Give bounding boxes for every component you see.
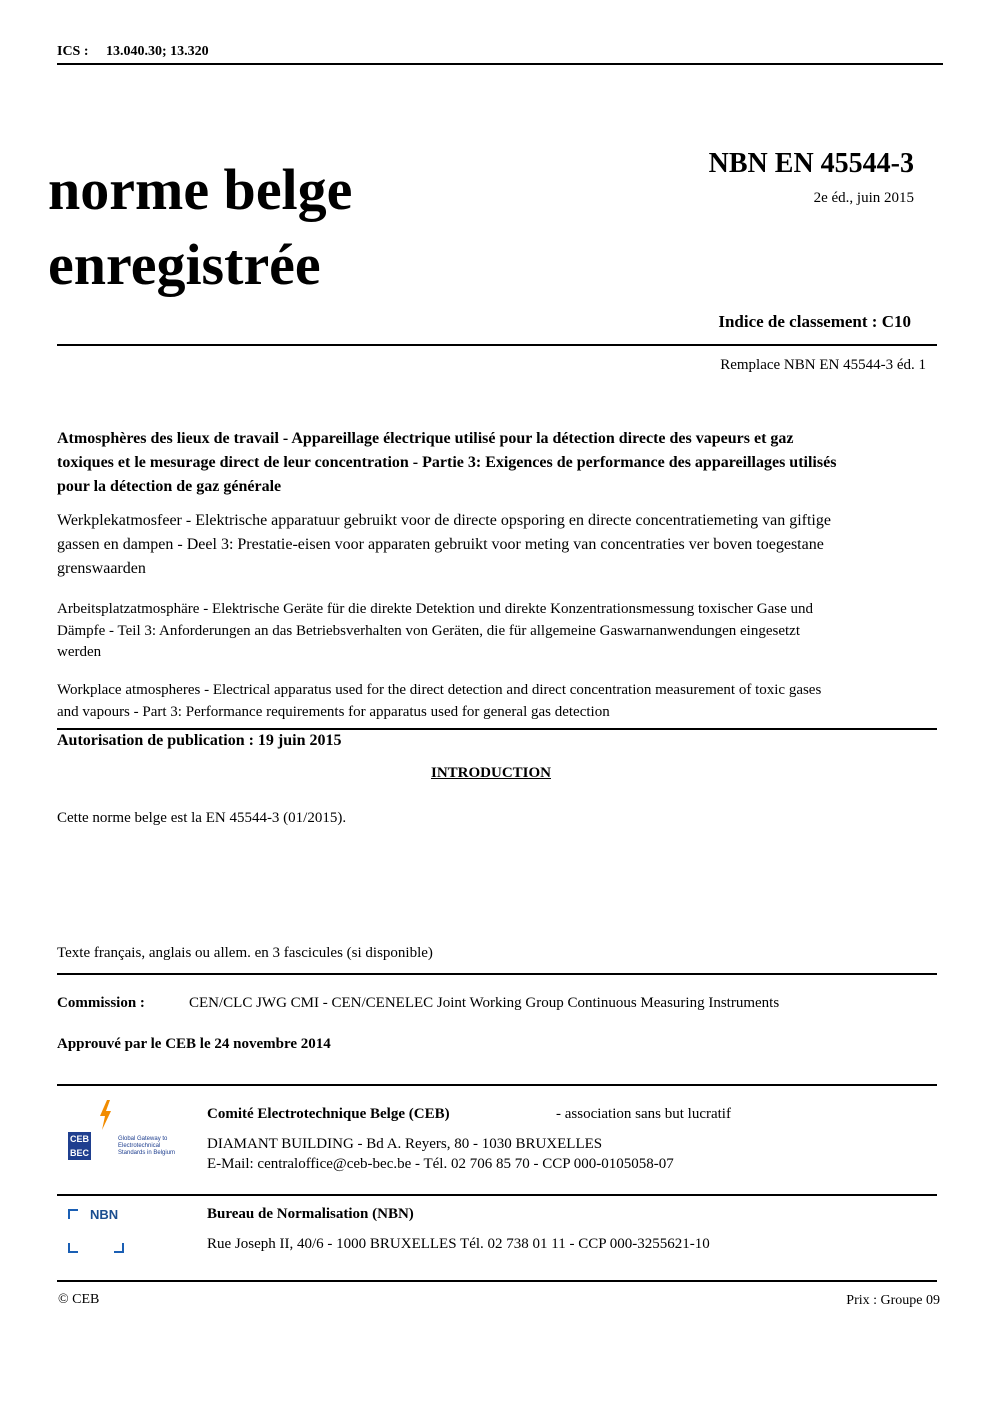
titles-rule	[57, 728, 937, 730]
nbn-logo-text: NBN	[90, 1207, 119, 1222]
lightning-bolt-icon	[98, 1100, 112, 1130]
document-type-title	[48, 152, 352, 302]
title-dutch: Werkplekatmosfeer - Elektrische apparatuur gebruikt voor de directe opsporing en directe concentratiemeting van giftige gassen en dampen - Deel 3: Prestatie-eisen voor apparaten gebruikt voor meting van concentraties ver boven toegestane grenswaarden	[57, 512, 831, 577]
ceb-logo	[68, 1100, 186, 1162]
ceb-top-rule	[57, 1084, 937, 1086]
ceb-address: DIAMANT BUILDING - Bd A. Reyers, 80 - 1030 BRUXELLES	[207, 1136, 603, 1152]
ics-codes	[57, 44, 209, 60]
ceb-contact: E-Mail: centraloffice@ceb-bec.be - Tél. 02 706 85 70 - CCP 000-0105058-07	[207, 1156, 674, 1172]
introduction-text: Cette norme belge est la EN 45544-3 (01/2015).	[57, 810, 347, 826]
title-french: Atmosphères des lieux de travail - Appareillage électrique utilisé pour la détection directe des vapeurs et gaz toxiques et le mesurage direct de leur concentration - Partie 3: Exigences de performance des appareillages utilisés pour la détection de gaz générale	[57, 430, 837, 495]
ics-label: ICS :	[57, 44, 89, 59]
top-rule	[57, 63, 943, 65]
nbn-logo	[66, 1207, 128, 1255]
nbn-address: Rue Joseph II, 40/6 - 1000 BRUXELLES Tél. 02 738 01 11 - CCP 000-3255621-10	[207, 1236, 710, 1252]
classification-rule	[57, 344, 937, 346]
ceb-logo-bottom: BEC	[69, 1148, 89, 1158]
ceb-logo-tagline: Global Gateway to Electrotechnical Standards in Belgium	[118, 1136, 176, 1156]
language-note: Texte français, anglais ou allem. en 3 fascicules (si disponible)	[57, 945, 433, 961]
standard-number: NBN EN 45544-3	[708, 148, 914, 179]
copyright: © CEB	[58, 1292, 100, 1307]
classification-index: Indice de classement : C10	[718, 312, 911, 331]
title-english: Workplace atmospheres - Electrical apparatus used for the direct detection and direct concentration measurement of toxic gases and vapours - Part 3: Performance requirements for apparatus used for general gas detection	[57, 682, 822, 720]
ics-value: 13.040.30; 13.320	[106, 44, 209, 59]
nbn-corner-bottom-left	[68, 1243, 78, 1253]
ceb-bottom-rule	[57, 1194, 937, 1196]
nbn-corner-bottom-right	[114, 1243, 124, 1253]
footer-rule	[57, 1280, 937, 1282]
title-german: Arbeitsplatzatmosphäre - Elektrische Geräte für die direkte Detektion und direkte Konzentrationsmessung toxischer Gase und Dämpfe - Teil 3: Anforderungen an das Betriebsverhalten von Geräten, die für allgemeine Gaswarnanwendungen eingesetzt werden	[57, 601, 813, 660]
introduction-heading: INTRODUCTION	[430, 765, 551, 781]
document-type-line1: norme belge	[48, 157, 353, 222]
price-group: Prix : Groupe 09	[846, 1293, 940, 1308]
approval-note: Approuvé par le CEB le 24 novembre 2014	[57, 1036, 331, 1052]
commission	[57, 995, 779, 1012]
document-type-line2: enregistrée	[48, 232, 321, 297]
nbn-corner-top-left	[68, 1209, 78, 1219]
replaces-note: Remplace NBN EN 45544-3 éd. 1	[720, 357, 926, 373]
edition: 2e éd., juin 2015	[813, 190, 914, 206]
ceb-logo-top: CEB	[69, 1134, 89, 1144]
ceb-association: - association sans but lucratif	[556, 1106, 731, 1122]
commission-value: CEN/CLC JWG CMI - CEN/CENELEC Joint Working Group Continuous Measuring Instruments	[189, 995, 780, 1011]
nbn-name: Bureau de Normalisation (NBN)	[207, 1206, 414, 1222]
commission-label: Commission :	[57, 995, 145, 1011]
publication-authorisation: Autorisation de publication : 19 juin 2015	[57, 732, 342, 749]
language-rule	[57, 973, 937, 975]
ceb-name: Comité Electrotechnique Belge (CEB)	[207, 1106, 450, 1122]
